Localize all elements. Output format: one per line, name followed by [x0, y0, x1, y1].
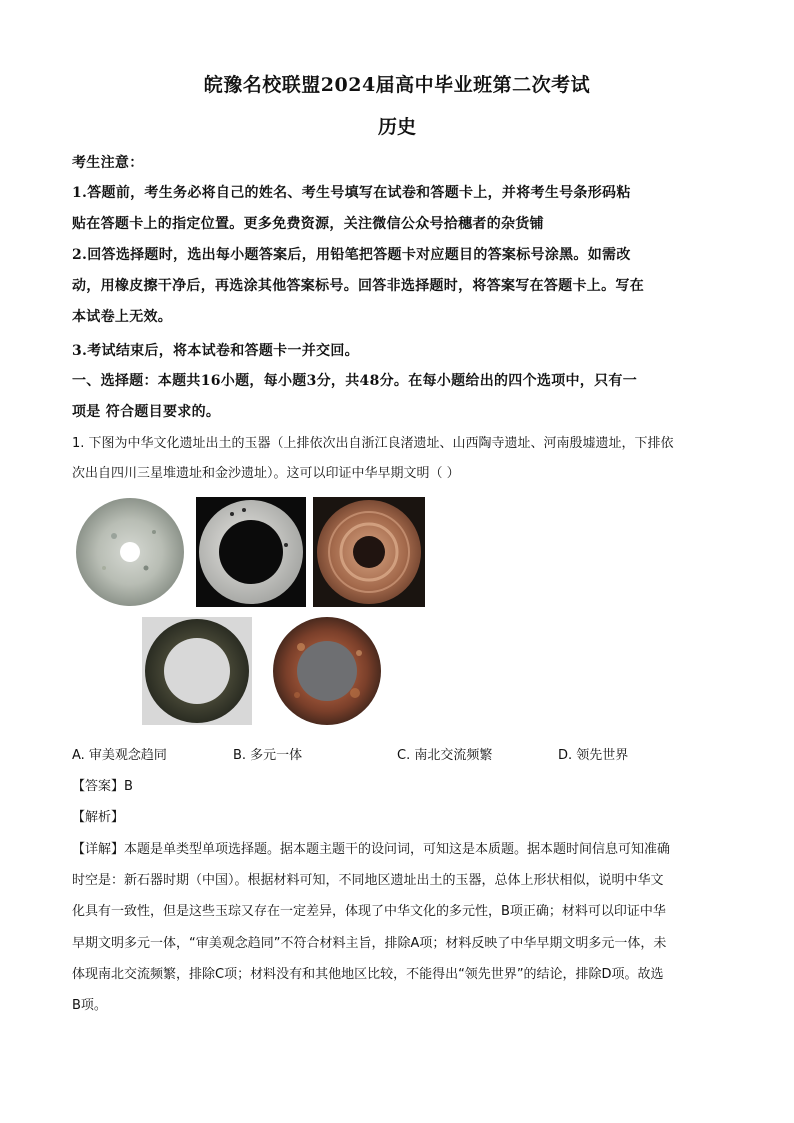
option-c[interactable]: C. 南北交流频繁: [397, 748, 493, 763]
jade-disc-sanxingdui-image: [142, 617, 252, 725]
question-stem: 1. 下图为中华文化遗址出土的玉器（上排依次出自浙江良渚遗址、山西陶寺遗址、河南殷墟遗址，下排依: [72, 436, 674, 451]
detail-line: B项。: [72, 998, 107, 1013]
detail-line: 早期文明多元一体，“审美观念趋同”不符合材料主旨，排除A项；材料反映了中华早期文明多元一体，未: [72, 936, 667, 951]
detail-line: 【详解】本题是单类型单项选择题。据本题主题干的设问词，可知这是本质题。据本题时间信息可知准确: [72, 842, 671, 857]
jade-disc-jinsha-image: [271, 617, 383, 725]
notice-heading: 考生注意：: [72, 155, 144, 171]
jade-disc-yinxu-image: [313, 497, 425, 607]
section-heading: 一、选择题：本题共16小题，每小题3分，共48分。在每小题给出的四个选项中，只有一: [72, 373, 638, 389]
section-heading-cont: 项是 符合题目要求的。: [72, 404, 221, 420]
jade-disc-taosi-image: [196, 497, 306, 607]
analysis-heading: 【解析】: [72, 810, 125, 825]
exam-title: 皖豫名校联盟2024届高中毕业班第二次考试: [203, 74, 591, 96]
notice-line: 动，用橡皮擦干净后，再选涂其他答案标号。回答非选择题时，将答案写在答题卡上。写在: [72, 278, 644, 294]
jade-disc-liangzhu-image: [74, 498, 186, 606]
option-b[interactable]: B. 多元一体: [233, 748, 303, 763]
notice-line: 本试卷上无效。: [72, 309, 173, 325]
question-stem-cont: 次出自四川三星堆遗址和金沙遗址）。这可以印证中华早期文明（ ）: [72, 466, 460, 481]
detail-line: 化具有一致性，但是这些玉琮又存在一定差异，体现了中华文化的多元性，B项正确；材料可以印证中华: [72, 904, 666, 919]
exam-subject: 历史: [377, 116, 416, 138]
notice-line: 贴在答题卡上的指定位置。更多免费资源，关注微信公众号拾穗者的杂货铺: [72, 216, 544, 232]
notice-line: 2.回答选择题时，选出每小题答案后，用铅笔把答题卡对应题目的答案标号涂黑。如需改: [72, 247, 631, 263]
option-a[interactable]: A. 审美观念趋同: [72, 748, 167, 763]
notice-line: 1.答题前，考生务必将自己的姓名、考生号填写在试卷和答题卡上，并将考生号条形码粘: [72, 185, 631, 201]
detail-line: 体现南北交流频繁，排除C项；材料没有和其他地区比较，不能得出“领先世界”的结论，排除D项。故选: [72, 967, 664, 982]
answer-label: 【答案】B: [72, 779, 133, 794]
option-d[interactable]: D. 领先世界: [558, 748, 629, 763]
detail-line: 时空是：新石器时期（中国）。根据材料可知，不同地区遗址出土的玉器，总体上形状相似，说明中华文: [72, 873, 664, 888]
notice-line: 3.考试结束后，将本试卷和答题卡一并交回。: [72, 343, 359, 359]
